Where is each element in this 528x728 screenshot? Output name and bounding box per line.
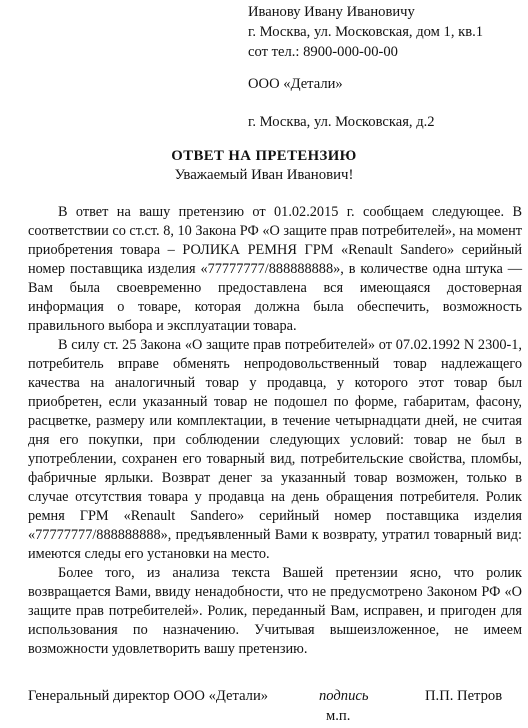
letter-body: [28, 203, 522, 659]
stamp-label: м.п.: [326, 708, 351, 724]
signatory-position: Генеральный директор ООО «Детали»: [28, 688, 269, 704]
signature-label: подпись: [319, 688, 369, 704]
paragraph-3: Более того, из анализа текста Вашей претензии ясно, что ролик возвращается Вами, ввиду ненадобности, что не предусмотрено Законом РФ «О защите прав потребителей». Ролик, переданный Вам, исправен, и пригоден для использования по назначению. Учитывая вышеизложенное, не имеем возможности удовлетворить вашу претензию.: [28, 565, 522, 657]
recipient-block: [248, 2, 483, 62]
recipient-phone: сот тел.: 8900-000-00-00: [248, 44, 398, 60]
signatory-name: П.П. Петров: [425, 688, 503, 704]
recipient-address: г. Москва, ул. Московская, дом 1, кв.1: [248, 24, 484, 40]
sender-address: г. Москва, ул. Московская, д.2: [248, 114, 435, 130]
recipient-name: Иванову Ивану Ивановичу: [248, 4, 415, 20]
paragraph-1: В ответ на вашу претензию от 01.02.2015 г. сообщаем следующее. В соответствии со ст.ст. 8, 10 Закона РФ «О защите прав потребителей», на момент приобретения товара – РОЛИКА РЕМНЯ ГРМ «Renault Sandero» серийный номер поставщика изделия «77777777/888888888», в количестве одна штука — Вам была своевременно предоставлена вся имеющаяся достоверная информация о товаре, которая должна была обеспечить, возможность правильного выбора и эксплуатации товара.: [28, 204, 522, 334]
document-title: ОТВЕТ НА ПРЕТЕНЗИЮ: [171, 148, 357, 164]
paragraph-2: В силу ст. 25 Закона «О защите прав потребителей» от 07.02.1992 N 2300-1, потребитель вправе обменять непродовольственный товар надлежащего качества на аналогичный товар у продавца, у которого этот товар был приобретен, если указанный товар не подошел по форме, габаритам, фасону, расцветке, размеру или комплектации, в течение четырнадцати дней, не считая дня его покупки, при соблюдении следующих условий: товар не был в употреблении, сохранен его товарный вид, потребительские свойства, пломбы, фабричные ярлыки. Возврат денег за указанный товар возможен, только в случае отсутствия товара у продавца на день обращения потребителя. Ролик ремня ГРМ «Renault Sandero» серийный номер поставщика изделия «77777777/888888888», предъявленный Вами к возврату, утратил товарный вид: имеются следы его установки на место.: [28, 337, 522, 562]
sender-company: ООО «Детали»: [248, 76, 343, 92]
greeting: Уважаемый Иван Иванович!: [174, 167, 354, 183]
